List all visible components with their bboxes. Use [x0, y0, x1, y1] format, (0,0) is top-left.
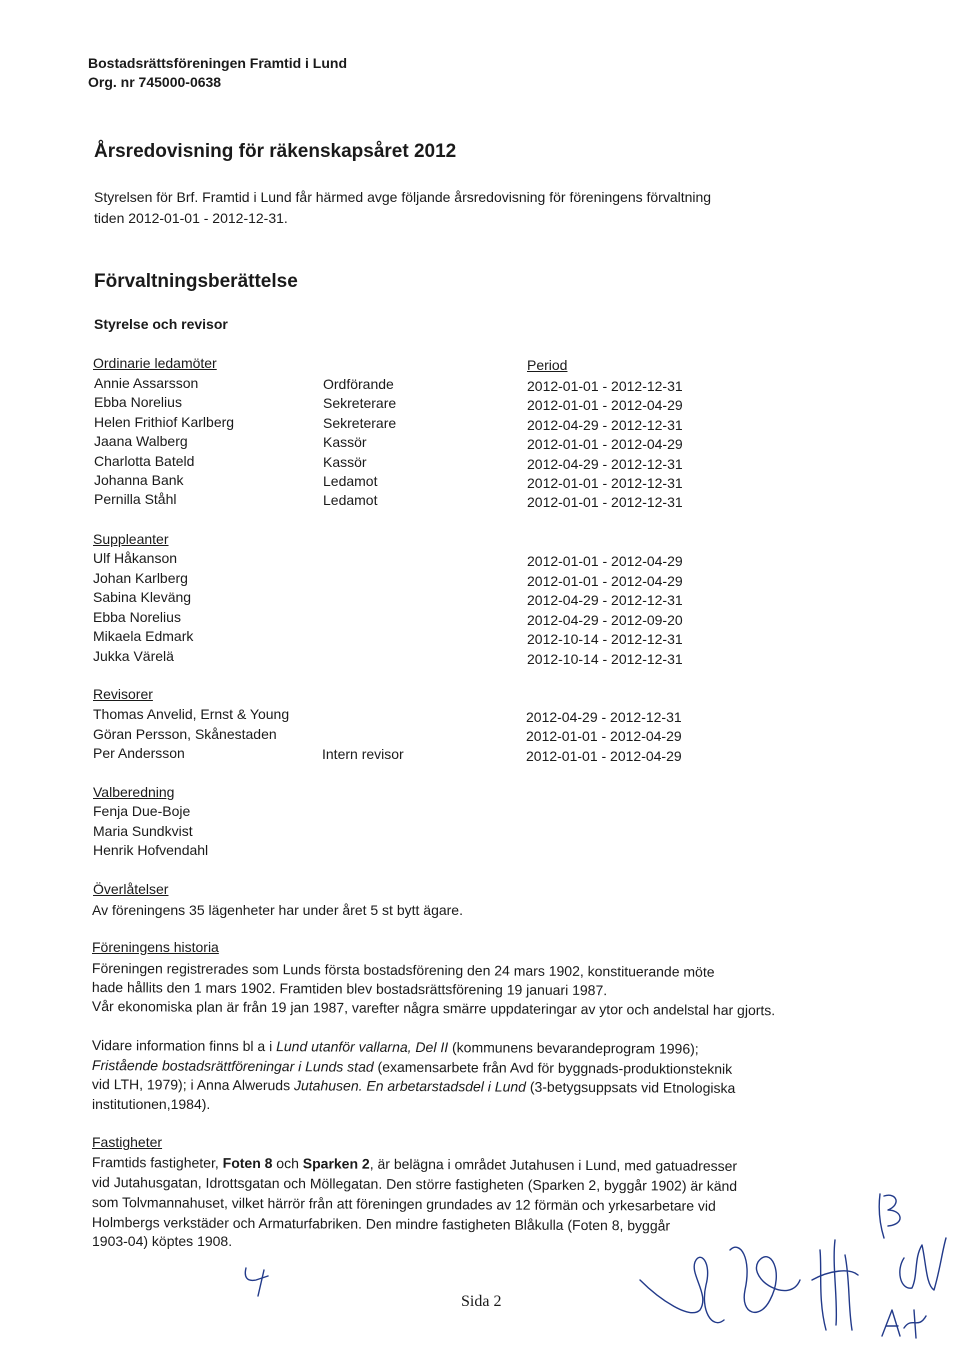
text-run: Vidare information finns bl a i: [91, 1037, 277, 1055]
member-period: 2012-04-29 - 2012-12-31: [526, 709, 682, 725]
member-name: Helen Frithiof Karlberg: [94, 414, 235, 430]
member-name: Annie Assarsson: [94, 375, 199, 391]
board-heading: Styrelse och revisor: [94, 316, 228, 332]
ordinary-heading: Ordinarie ledamöter: [93, 355, 217, 371]
historia-line: [92, 1076, 735, 1096]
member-period: 2012-04-29 - 2012-12-31: [527, 417, 683, 433]
member-role: Ordförande: [323, 376, 394, 392]
text-run: (examensarbete från Avd för byggnads-produktionsteknik: [373, 1058, 733, 1077]
member-period: 2012-04-29 - 2012-12-31: [527, 592, 683, 608]
org-number: Org. nr 745000-0638: [88, 74, 222, 90]
fastigheter-line: [92, 1154, 737, 1174]
member-name: Pernilla Ståhl: [94, 491, 177, 507]
fastigheter-heading: Fastigheter: [92, 1134, 163, 1150]
member-period: 2012-04-29 - 2012-12-31: [527, 456, 683, 472]
page-number: Sida 2: [461, 1293, 502, 1310]
member-period: 2012-10-14 - 2012-12-31: [527, 631, 683, 647]
signature-stroke: [900, 1238, 946, 1290]
member-role: Ledamot: [323, 492, 378, 508]
historia-line: Föreningen registrerades som Lunds första bostadsförening den 24 mars 1902, konstituerande möte: [91, 960, 715, 980]
member-period: 2012-01-01 - 2012-04-29: [527, 553, 683, 569]
overlatelser-heading: Överlåtelser: [93, 881, 169, 897]
signature-stroke: [879, 1194, 900, 1238]
member-period: 2012-01-01 - 2012-12-31: [527, 378, 683, 394]
signature-stroke: [812, 1240, 858, 1330]
text-run: (3-betygsuppsats vid Etnologiska: [525, 1078, 736, 1096]
valberedning-member: Fenja Due-Boje: [93, 803, 191, 819]
historia-line: [92, 1057, 732, 1077]
member-period: 2012-01-01 - 2012-04-29: [527, 573, 683, 589]
handwritten-mark-4: [245, 1268, 268, 1296]
member-name: Mikaela Edmark: [93, 628, 194, 644]
revisorer-heading: Revisorer: [93, 686, 153, 702]
fastigheter-line: som Tolvmannahuset, vilket härrör från att föreningen grundades av 12 förmän och yrkesarbetare vid: [91, 1194, 716, 1214]
historia-line: hade hållits den 1 mars 1902. Framtiden blev bostadsrättsförening 19 januari 1987.: [91, 979, 608, 999]
org-name: Bostadsrättsföreningen Framtid i Lund: [88, 55, 348, 71]
member-name: Sabina Kleväng: [93, 589, 192, 605]
member-period: 2012-04-29 - 2012-09-20: [527, 612, 683, 628]
text-run: och: [272, 1155, 303, 1172]
member-period: 2012-01-01 - 2012-04-29: [527, 397, 683, 413]
member-name: Ulf Håkanson: [93, 550, 178, 566]
member-name: Johanna Bank: [94, 472, 184, 488]
historia-line: Vår ekonomiska plan är från 19 jan 1987, varefter några smärre uppdateringar av ytor och andelstal har gjorts.: [91, 998, 776, 1019]
property-name: Foten 8: [222, 1154, 273, 1172]
member-name: Per Andersson: [93, 745, 185, 761]
valberedning-member: Maria Sundkvist: [93, 823, 193, 839]
member-role: Kassör: [323, 454, 367, 470]
member-period: 2012-10-14 - 2012-12-31: [527, 651, 683, 667]
member-role: Intern revisor: [322, 746, 404, 762]
member-period: 2012-01-01 - 2012-12-31: [527, 494, 683, 510]
citation-title: Lund utanför vallarna, Del II: [276, 1038, 449, 1056]
period-heading: Period: [527, 357, 568, 373]
member-role: Sekreterare: [323, 415, 397, 431]
suppleanter-heading: Suppleanter: [93, 531, 169, 547]
member-period: 2012-01-01 - 2012-04-29: [527, 436, 683, 452]
member-name: Thomas Anvelid, Ernst & Young: [93, 706, 290, 722]
member-name: Jukka Värelä: [93, 648, 174, 664]
member-role: Sekreterare: [323, 395, 397, 411]
fastigheter-line: 1903-04) köptes 1908.: [92, 1233, 233, 1249]
member-name: Johan Karlberg: [93, 570, 188, 586]
member-name: Göran Persson, Skånestaden: [93, 726, 277, 742]
fastigheter-line: vid Jutahusgatan, Idrottsgatan och Möllegatan. Den större fastigheten (Sparken 2, byggår 1902) är känd: [91, 1174, 738, 1194]
member-name: Ebba Norelius: [93, 609, 181, 625]
historia-line: [92, 1037, 699, 1057]
citation-title: Jutahusen. En arbetarstadsdel i Lund: [293, 1077, 527, 1095]
signature-stroke: [730, 1247, 800, 1312]
property-name: Sparken 2: [302, 1155, 370, 1172]
fastigheter-line: Holmbergs verkstäder och Armaturfabriken. Den mindre fastigheten Blåkulla (Foten 8, byggår: [91, 1214, 671, 1234]
document-title: Årsredovisning för räkenskapsåret 2012: [94, 141, 457, 162]
valberedning-member: Henrik Hofvendahl: [93, 842, 209, 858]
intro-line: tiden 2012-01-01 - 2012-12-31.: [94, 210, 288, 226]
text-run: , är belägna i området Jutahusen i Lund, med gatuadresser: [369, 1155, 738, 1174]
member-period: 2012-01-01 - 2012-04-29: [526, 748, 682, 764]
member-name: Jaana Walberg: [94, 433, 188, 449]
member-role: Ledamot: [323, 473, 378, 489]
text-run: vid LTH, 1979); i Anna Alweruds: [91, 1076, 295, 1094]
signature-stroke: [640, 1257, 724, 1322]
member-period: 2012-01-01 - 2012-04-29: [526, 728, 682, 744]
historia-line: institutionen,1984).: [92, 1096, 211, 1112]
text-run: Framtids fastigheter,: [91, 1154, 223, 1171]
valberedning-heading: Valberedning: [93, 784, 175, 800]
citation-title: Fristående bostadsrättföreningar i Lunds stad: [91, 1057, 374, 1075]
signature-stroke: [882, 1310, 926, 1338]
member-role: Kassör: [323, 434, 367, 450]
historia-heading: Föreningens historia: [92, 939, 219, 955]
report-heading: Förvaltningsberättelse: [94, 271, 298, 292]
overlatelser-text: Av föreningens 35 lägenheter har under året 5 st bytt ägare.: [92, 902, 463, 918]
member-period: 2012-01-01 - 2012-12-31: [527, 475, 683, 491]
member-name: Ebba Norelius: [94, 394, 182, 410]
text-run: (kommunens bevarandeprogram 1996);: [448, 1039, 699, 1057]
intro-line: Styrelsen för Brf. Framtid i Lund får härmed avge följande årsredovisning för föreningens förvaltning: [94, 189, 712, 205]
member-name: Charlotta Bateld: [94, 453, 195, 469]
